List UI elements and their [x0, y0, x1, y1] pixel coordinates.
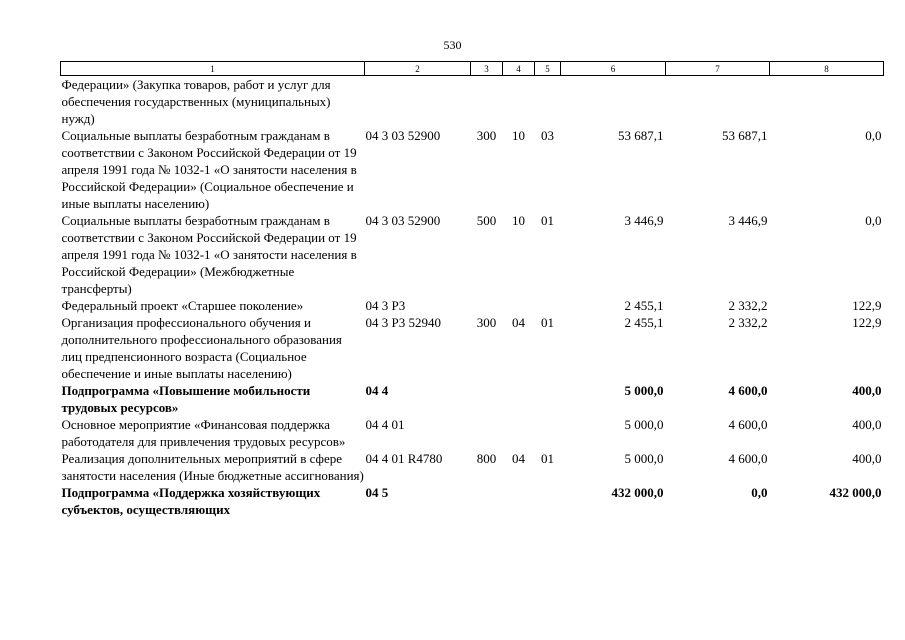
row-section: 10: [512, 128, 525, 143]
row-value-col6: 5 000,0: [624, 383, 664, 398]
row-name: Федерации» (Закупка товаров, работ и услуг для обеспечения государственных (муниципальных) нужд): [61, 77, 331, 126]
row-subsection: 01: [541, 315, 554, 330]
table-row: [61, 76, 884, 128]
table-row: [61, 484, 884, 518]
row-value-col6: 5 000,0: [624, 417, 664, 432]
row-code: 04 3 03 52900: [365, 213, 441, 228]
column-number-row: [61, 62, 884, 76]
row-code: 04 3 03 52900: [365, 128, 441, 143]
row-value-col8: 400,0: [852, 451, 882, 466]
row-subsection: 01: [541, 451, 554, 466]
table-row: [61, 297, 884, 314]
row-expense-type: [471, 484, 503, 518]
row-value-col6: 3 446,9: [624, 213, 664, 228]
row-value-col8: 122,9: [852, 298, 882, 313]
row-name: Социальные выплаты безработным гражданам в соответствии с Законом Российской Федерации от 19 апреля 1991 года № 1032-1 «О занятости населения в Российской Федерации» (Межбюджетные трансферты): [61, 213, 357, 296]
row-value-col8: [770, 76, 884, 128]
page-number: 530: [443, 38, 462, 52]
table-row: [61, 127, 884, 212]
row-code: 04 4: [365, 383, 389, 398]
row-value-col8: 400,0: [852, 417, 882, 432]
row-value-col7: [666, 76, 770, 128]
row-value-col8: 0,0: [865, 128, 882, 143]
row-value-col6: 2 455,1: [624, 315, 664, 330]
row-subsection: [535, 297, 561, 314]
row-value-col8: 122,9: [852, 315, 882, 330]
row-section: 04: [512, 451, 525, 466]
row-section: [503, 297, 535, 314]
row-name: Организация профессионального обучения и дополнительного профессионального образования лиц предпенсионного возраста (Социальное обеспечение и иные выплаты населению): [61, 315, 342, 381]
row-subsection: [535, 484, 561, 518]
row-subsection: 03: [541, 128, 554, 143]
row-subsection: [535, 416, 561, 450]
row-expense-type: 500: [476, 213, 497, 228]
row-value-col8: 0,0: [865, 213, 882, 228]
table-row: [61, 450, 884, 484]
row-value-col6: 5 000,0: [624, 451, 664, 466]
row-name: Социальные выплаты безработным гражданам в соответствии с Законом Российской Федерации от 19 апреля 1991 года № 1032-1 «О занятости населения в Российской Федерации» (Социальное обеспечение и иные выплаты населению): [61, 128, 357, 211]
table-row: [61, 416, 884, 450]
row-expense-type: [471, 382, 503, 416]
row-code: 04 4 01: [365, 417, 405, 432]
row-name: Основное мероприятие «Финансовая поддержка работодателя для привлечения трудовых ресурсов»: [61, 417, 346, 449]
row-value-col6: 2 455,1: [624, 298, 664, 313]
row-value-col6: 53 687,1: [618, 128, 664, 143]
table-row: [61, 382, 884, 416]
row-code: 04 3 P3 52940: [365, 315, 441, 330]
row-value-col6: 432 000,0: [611, 485, 664, 500]
row-value-col7: 53 687,1: [722, 128, 768, 143]
row-value-col7: 4 600,0: [728, 383, 768, 398]
row-code: 04 4 01 R4780: [365, 451, 443, 466]
column-header-4: 4: [503, 62, 535, 76]
row-value-col7: 2 332,2: [728, 315, 768, 330]
row-subsection: [535, 382, 561, 416]
row-section: 04: [512, 315, 525, 330]
row-subsection: 01: [541, 213, 554, 228]
column-header-3: 3: [471, 62, 503, 76]
column-header-1: 1: [61, 62, 365, 76]
table-body: [61, 76, 884, 519]
table-row: [61, 314, 884, 382]
row-expense-type: [471, 76, 503, 128]
row-expense-type: [471, 297, 503, 314]
row-value-col8: 432 000,0: [829, 485, 882, 500]
row-expense-type: 300: [476, 128, 497, 143]
row-section: [503, 76, 535, 128]
budget-table: [60, 61, 884, 518]
row-name: Подпрограмма «Повышение мобильности трудовых ресурсов»: [61, 383, 311, 415]
row-section: 10: [512, 213, 525, 228]
column-header-7: 7: [666, 62, 770, 76]
column-header-5: 5: [535, 62, 561, 76]
column-header-8: 8: [770, 62, 884, 76]
row-expense-type: [471, 416, 503, 450]
row-code: 04 3 P3: [365, 298, 406, 313]
row-code: [365, 76, 471, 128]
row-name: Федеральный проект «Старшее поколение»: [61, 298, 304, 313]
row-value-col7: 4 600,0: [728, 451, 768, 466]
row-value-col7: 2 332,2: [728, 298, 768, 313]
column-header-6: 6: [561, 62, 666, 76]
row-value-col7: 3 446,9: [728, 213, 768, 228]
row-value-col8: 400,0: [852, 383, 882, 398]
row-name: Подпрограмма «Поддержка хозяйствующих субъектов, осуществляющих: [61, 485, 321, 517]
row-subsection: [535, 76, 561, 128]
row-value-col7: 0,0: [751, 485, 768, 500]
row-section: [503, 382, 535, 416]
row-section: [503, 484, 535, 518]
row-expense-type: 800: [476, 451, 497, 466]
row-code: 04 5: [365, 485, 389, 500]
table-row: [61, 212, 884, 297]
column-header-2: 2: [365, 62, 471, 76]
row-value-col7: 4 600,0: [728, 417, 768, 432]
row-value-col6: [561, 76, 666, 128]
row-section: [503, 416, 535, 450]
row-name: Реализация дополнительных мероприятий в сфере занятости населения (Иные бюджетные ассигнования): [61, 451, 364, 483]
row-expense-type: 300: [476, 315, 497, 330]
